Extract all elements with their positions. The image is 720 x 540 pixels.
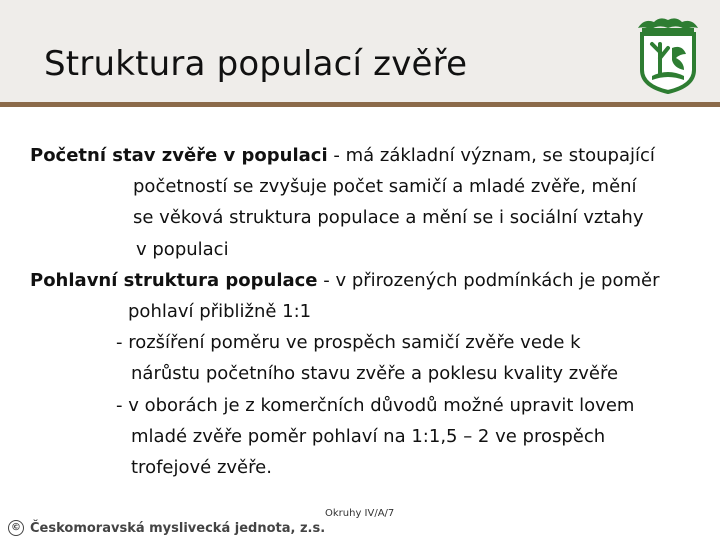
paragraph1-heading: Početní stav zvěře v populaci	[30, 145, 328, 166]
paragraph2-line: pohlaví přibližně 1:1	[128, 301, 312, 323]
footer-organization: Českomoravská myslivecká jednota, z.s.	[30, 520, 326, 536]
paragraph2-heading: Pohlavní struktura populace	[30, 269, 318, 291]
paragraph2-lead-text: - v přirozených podmínkách je poměr	[317, 269, 660, 291]
paragraph1-lead	[30, 140, 710, 171]
paragraph1-line: se věková struktura populace a mění se i sociální vztahy	[133, 207, 644, 229]
paragraph2-bullet-cont: nárůstu početního stavu zvěře a poklesu kvality zvěře	[131, 363, 619, 385]
paragraph2-bullet-cont: trofejové zvěře.	[131, 457, 272, 479]
hunting-association-crest-icon	[630, 14, 706, 94]
paragraph2-bullet: - rozšíření poměru ve prospěch samičí zvěře vede k	[116, 332, 581, 354]
paragraph2-bullet: - v oborách je z komerčních důvodů možné upravit lovem	[116, 394, 635, 416]
paragraph1-lead-text: - má základní význam, se stoupající	[327, 145, 655, 166]
paragraph2-lead	[30, 265, 710, 296]
slide-footer-copyright	[8, 520, 325, 536]
paragraph2-bullet-cont: mladé zvěře poměr pohlaví na 1:1,5 – 2 ve prospěch	[131, 425, 606, 447]
slide-footer-reference: Okruhy IV/A/7	[325, 508, 395, 519]
paragraph1-line: v populaci	[136, 238, 229, 260]
copyright-icon: ©	[8, 520, 24, 536]
slide-title: Struktura populací zvěře	[44, 44, 468, 84]
paragraph1-line: početností se zvyšuje počet samičí a mladé zvěře, mění	[133, 176, 637, 198]
header-divider	[0, 102, 720, 107]
slide-body	[30, 140, 710, 483]
